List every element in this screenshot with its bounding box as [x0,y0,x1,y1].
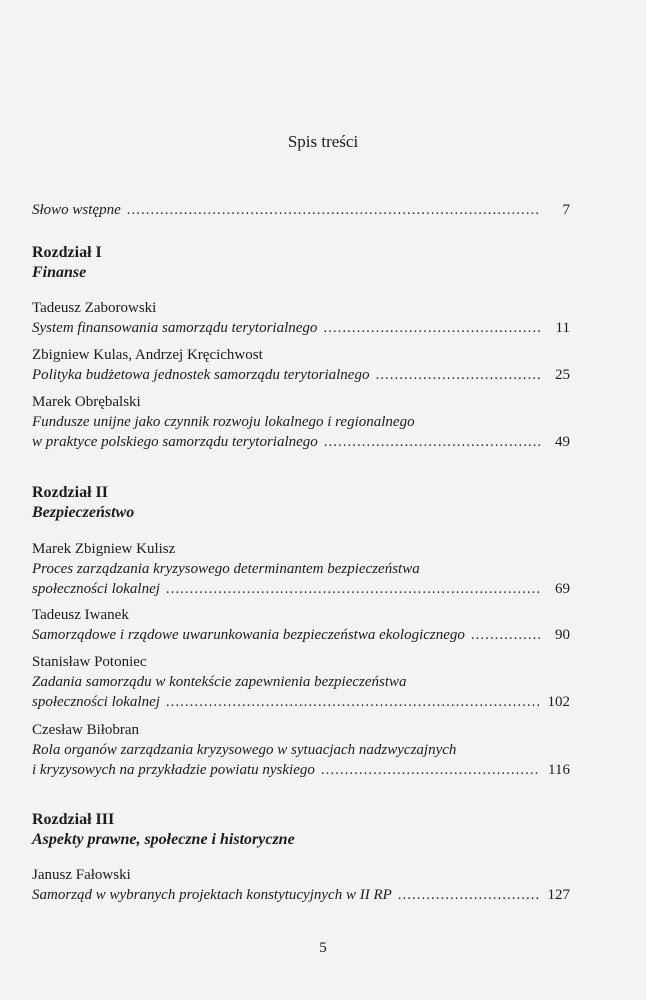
entry-title: Proces zarządzania kryzysowego determinantem bezpieczeństwa [32,561,420,577]
entry-author: Zbigniew Kulas, Andrzej Kręcichwost [32,347,263,363]
entry-title: Samorządowe i rządowe uwarunkowania bezpieczeństwa ekologicznego [32,627,465,643]
entry-author: Marek Zbigniew Kulisz [32,541,176,557]
entry-title-cont: w praktyce polskiego samorządu terytorialnego [32,434,318,450]
toc-entry[interactable] [32,720,570,780]
entry-page: 49 [555,434,570,450]
entry-title: Fundusze unijne jako czynnik rozwoju lokalnego i regionalnego [32,414,415,430]
toc-entry[interactable] [32,865,570,905]
dot-leader [323,318,540,338]
entry-page: 90 [555,627,570,643]
entry-page: 102 [547,694,570,710]
entry-page: 116 [548,762,570,778]
entry-page: 25 [555,367,570,383]
entry-title: Polityka budżetowa jednostek samorządu terytorialnego [32,367,370,383]
dot-leader [375,365,540,385]
toc-entry[interactable] [32,392,570,452]
entry-page: 127 [547,887,570,903]
entry-title: Rola organów zarządzania kryzysowego w sytuacjach nadzwyczajnych [32,742,457,758]
toc-entry[interactable] [32,652,570,712]
entry-author: Tadeusz Zaborowski [32,300,157,316]
toc-entry[interactable] [32,539,570,599]
entry-author: Tadeusz Iwanek [32,607,129,623]
dot-leader [127,200,540,220]
page-number: 5 [319,940,327,956]
entry-title-cont: i kryzysowych na przykładzie powiatu nyskiego [32,762,315,778]
toc-entry[interactable] [32,345,570,385]
chapter-heading [32,483,570,523]
chapter-name: Finanse [32,264,87,281]
entry-title: Zadania samorządu w kontekście zapewnienia bezpieczeństwa [32,674,407,690]
entry-author: Stanisław Potoniec [32,654,147,670]
entry-title-cont: społeczności lokalnej [32,694,160,710]
chapter-number: Rozdział I [32,244,102,261]
entry-title-cont: społeczności lokalnej [32,581,160,597]
chapter-heading [32,810,570,850]
toc-entry[interactable] [32,298,570,338]
dot-leader [398,885,540,905]
entry-title: Samorząd w wybranych projektach konstytucyjnych w II RP [32,887,392,903]
chapter-name: Bezpieczeństwo [32,504,135,521]
entry-page: 69 [555,581,570,597]
toc-entry-preface[interactable] [32,200,570,220]
dot-leader [166,692,540,712]
page-title: Spis treści [287,132,359,151]
chapter-number: Rozdział III [32,811,115,828]
chapter-heading [32,243,570,283]
entry-page: 7 [562,202,570,218]
entry-author: Marek Obrębalski [32,394,141,410]
chapter-name: Aspekty prawne, społeczne i historyczne [32,831,295,848]
dot-leader [324,432,540,452]
toc-entry[interactable] [32,605,570,645]
dot-leader [471,625,540,645]
chapter-number: Rozdział II [32,484,108,501]
entry-page: 11 [555,320,570,336]
entry-title: System finansowania samorządu terytorialnego [32,320,318,336]
entry-title: Słowo wstępne [32,202,121,218]
dot-leader [321,760,540,780]
entry-author: Janusz Fałowski [32,867,131,883]
dot-leader [166,579,540,599]
entry-author: Czesław Biłobran [32,722,140,738]
